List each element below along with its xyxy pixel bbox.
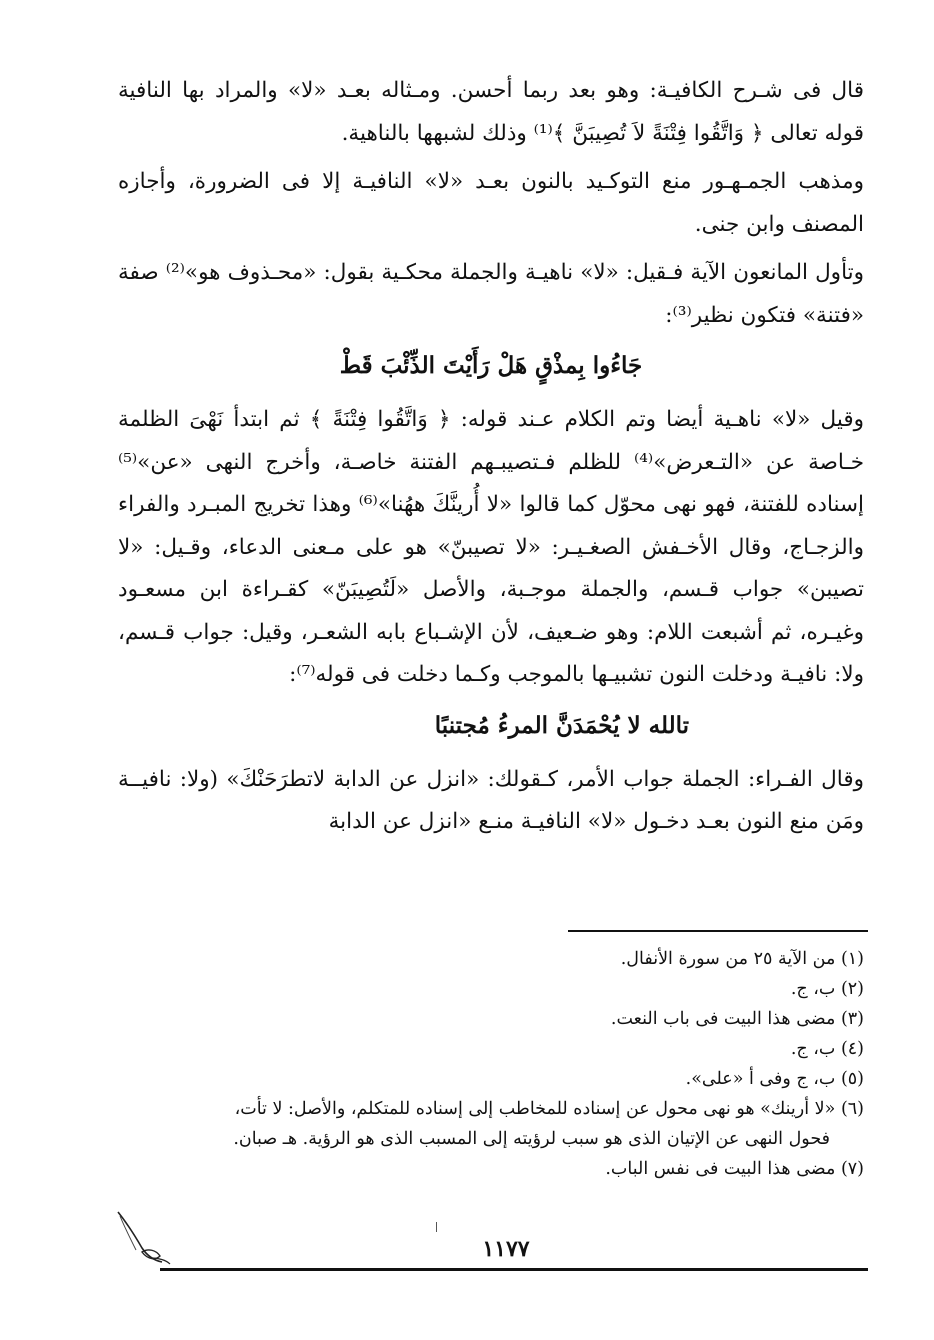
paragraph-5: وقال الفـراء: الجملة جواب الأمر، كـقولك: «انزل عن الدابة لاتطرَحَنْكَ» (ولا: نافيــة ومَن منع النون بعـد دخـول «لا» النافيـة منـع «انزل عن الدابة xyxy=(118,766,864,834)
poetry-verse-2: تالله لا يُحْمَدَنَّ المرءُ مُجتنبًا xyxy=(434,711,689,739)
footnote-text: ب، ج. xyxy=(790,1039,836,1059)
footnote-text: مضى هذا البيت فى نفس الباب. xyxy=(605,1159,836,1179)
footnote-number: (٣) xyxy=(840,1009,864,1029)
footnotes xyxy=(118,944,864,1184)
footnote-text: مضى هذا البيت فى باب النعت. xyxy=(610,1009,836,1029)
page-number: ١١٧٧ xyxy=(482,1236,530,1262)
footnote-number: (٦) xyxy=(840,1099,864,1119)
footnote-5 xyxy=(118,1064,864,1094)
footnote-number: (٧) xyxy=(840,1159,864,1179)
footnote-text: ب، ج وفى أ «على». xyxy=(685,1069,836,1089)
footnote-3 xyxy=(118,1004,864,1034)
footnote-6 xyxy=(118,1094,864,1154)
footnote-7 xyxy=(118,1154,864,1184)
footnote-continuation: فحول النهى عن الإتيان الذى هو سبب لرؤيته إلى المسبب الذى هو الرؤية. هـ صبان. xyxy=(233,1129,830,1149)
footnote-text: من الآية ٢٥ من سورة الأنفال. xyxy=(620,949,836,969)
footnote-text: ب، ج. xyxy=(790,979,836,999)
paragraph-4: وقيل «لا» ناهـية أيضا وتم الكلام عـند قوله: ﴿ وَاتَّقُوا فِتْنَةً ﴾ ثم ابتدأ نَهْىَ الظلمة خـاصة عن «التـعرض»⁽⁴⁾ للظلم فـتصيبـهم الفتنة خاصـة، وأخرج النهى «عن»⁽⁵⁾ إسناده للفتنة، فهو نهى محوّل كما قالوا «لا أُرينَّكَ ههُنا»⁽⁶⁾ وهذا تخريج المبـرد والفراء والزجـاج، وقال الأخـفش الصغـيـر: «لا تصيبنّ» هو على مـعنى الدعاء، وقـيل: «لا تصيبن» جواب قـسم، والجملة موجـبة، والأصل «لَتُصِيبَنّ» كقـراءة ابن مسعـود وغيـره، ثم أشبعت اللام: وهو ضـعيف، لأن الإشـباع بابه الشعـر، وقيل: جواب قـسم، ولا: نافيـة ودخلت النون تشبيـها بالموجب وكـما دخلت فى قوله⁽⁷⁾: xyxy=(118,407,864,687)
footnote-2 xyxy=(118,974,864,1004)
footnote-number: (٢) xyxy=(840,979,864,999)
page-bottom-rule xyxy=(160,1268,868,1271)
paragraph-2: ومذهب الجمـهـور منع التوكـيد بالنون بعـد «لا» النافيـة إلا فى الضرورة، وأجازه المصنف وابن جنى. xyxy=(118,169,864,237)
footnote-number: (٥) xyxy=(840,1069,864,1089)
footnote-4 xyxy=(118,1034,864,1064)
poetry-verse-1: جَاءُوا بِمذْقٍ هَلْ رَأَيْتَ الذِّئْبَ قَطْ xyxy=(339,352,643,379)
paragraph-3: وتأول المانعون الآية فـقيل: «لا» ناهيـة والجملة محكـية بقول: «محـذوف هو»⁽²⁾ صفة «فتنة» فتكون نظير⁽³⁾: xyxy=(118,260,864,328)
paragraph-1: قال فى شـرح الكافيـة: وهو بعد ربما أحسن. ومـثاله بعـد «لا» والمراد بها النافية قوله تعالى ﴿ وَاتَّقُوا فِتْنَةً لاَ تُصِيبَنَّ ﴾⁽¹⁾ وذلك لشبهها بالناهية. xyxy=(118,78,864,146)
footnote-1 xyxy=(118,944,864,974)
footnote-number: (١) xyxy=(840,949,864,969)
footnote-text: «لا أرينك» هو نهى محول عن إسناده للمخاطب إلى إسناده للمتكلم، والأصل: لا تأت، xyxy=(234,1099,836,1119)
footnote-number: (٤) xyxy=(840,1039,864,1059)
quill-ornament-icon xyxy=(112,1208,174,1268)
margin-mark xyxy=(436,1222,437,1232)
footnote-separator xyxy=(568,930,868,932)
main-text xyxy=(118,70,864,850)
